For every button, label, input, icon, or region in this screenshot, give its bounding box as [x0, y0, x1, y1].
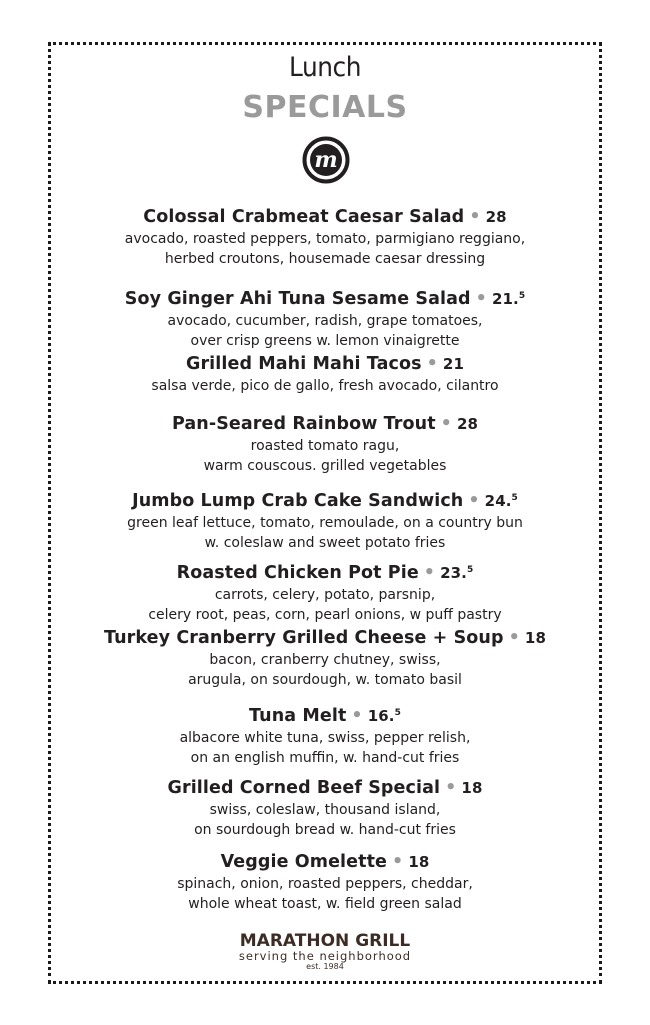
separator-dot: •	[392, 852, 404, 872]
brand-established: est. 1984	[306, 962, 344, 971]
menu-item-price: 18	[524, 629, 546, 647]
menu-item-price: 23.$^5$	[440, 564, 474, 582]
menu-item-description: on an english muffin, w. hand-cut fries	[190, 750, 460, 766]
separator-dot: •	[469, 207, 481, 227]
menu-item-name: Roasted Chicken Pot Pie	[176, 563, 419, 583]
menu-item-description: albacore white tuna, swiss, pepper relish,	[179, 730, 471, 746]
menu-subtitle: SPECIALS	[242, 90, 408, 125]
separator-dot: •	[351, 706, 363, 726]
menu-item-price: 21.$^5$	[491, 290, 526, 308]
menu-item-name-line	[0, 412, 650, 436]
menu-item-name-line	[0, 776, 650, 800]
menu-item-price: 21	[442, 355, 464, 373]
separator-dot: •	[508, 628, 520, 648]
menu-item	[0, 850, 650, 914]
menu-item-description: roasted tomato ragu,	[250, 438, 400, 454]
menu-item-name: Jumbo Lump Crab Cake Sandwich	[132, 491, 464, 511]
menu-item-name-line	[0, 626, 650, 650]
menu-item-name: Turkey Cranberry Grilled Cheese + Soup	[104, 628, 504, 648]
menu-item-name: Tuna Melt	[249, 706, 347, 726]
menu-item-name: Pan-Seared Rainbow Trout	[171, 414, 436, 434]
menu-item-name-line	[0, 205, 650, 229]
menu-item-description: green leaf lettuce, tomato, remoulade, on a country bun	[127, 515, 523, 531]
menu-item-price: 18	[408, 853, 430, 871]
menu-item-name-line	[0, 850, 650, 874]
menu-item-price: 28	[485, 208, 507, 226]
menu-item	[0, 205, 650, 269]
menu-item	[0, 486, 650, 553]
menu-item-description: whole wheat toast, w. field green salad	[188, 896, 462, 912]
separator-dot: •	[426, 354, 438, 374]
menu-item-description: over crisp greens w. lemon vinaigrette	[190, 333, 460, 349]
menu-item-name-line	[0, 701, 650, 728]
brand-name: MARATHON GRILL	[239, 931, 411, 951]
menu-item-description: spinach, onion, roasted peppers, cheddar,	[177, 876, 473, 892]
menu-item-name: Soy Ginger Ahi Tuna Sesame Salad	[124, 289, 471, 309]
menu-item-name-line	[0, 284, 650, 311]
menu-item-name-line	[0, 352, 650, 376]
menu-item	[0, 352, 650, 396]
menu-item-description: carrots, celery, potato, parsnip,	[214, 587, 436, 603]
menu-item-description: avocado, cucumber, radish, grape tomatoes,	[167, 313, 483, 329]
menu-item-description: herbed croutons, housemade caesar dressing	[164, 251, 486, 267]
menu-item-description: swiss, coleslaw, thousand island,	[209, 802, 441, 818]
menu-item-description: arugula, on sourdough, w. tomato basil	[188, 672, 462, 688]
menu-item-price: 18	[461, 779, 483, 797]
menu-item	[0, 558, 650, 625]
menu-item	[0, 284, 650, 351]
menu-item-description: celery root, peas, corn, pearl onions, w puff pastry	[148, 607, 502, 623]
menu-title: Lunch	[289, 52, 361, 83]
menu-item-description: on sourdough bread w. hand-cut fries	[194, 822, 456, 838]
menu-item-description: warm couscous. grilled vegetables	[203, 458, 447, 474]
menu-item-price: 28	[456, 415, 479, 433]
menu-item	[0, 701, 650, 768]
marathon-logo-icon	[302, 136, 350, 184]
footer-logo	[0, 932, 650, 972]
menu-item-description: bacon, cranberry chutney, swiss,	[209, 652, 441, 668]
menu-item	[0, 776, 650, 840]
menu-item-name: Grilled Mahi Mahi Tacos	[185, 354, 422, 374]
menu-item-description: w. coleslaw and sweet potato fries	[204, 535, 446, 551]
menu-item	[0, 412, 650, 476]
menu-item-description: avocado, roasted peppers, tomato, parmigiano reggiano,	[124, 231, 526, 247]
separator-dot: •	[445, 778, 457, 798]
menu-item-price: 16.$^5$	[367, 707, 401, 725]
menu-item	[0, 626, 650, 690]
brand-tagline: serving the neighborhood	[238, 949, 412, 963]
separator-dot: •	[440, 414, 452, 434]
menu-item-name: Colossal Crabmeat Caesar Salad	[143, 207, 465, 227]
menu-item-description: salsa verde, pico de gallo, fresh avocado, cilantro	[151, 378, 499, 394]
separator-dot: •	[475, 289, 487, 309]
separator-dot: •	[423, 563, 436, 583]
menu-item-name-line	[0, 558, 650, 585]
menu-item-price: 24.$^5$	[484, 492, 518, 510]
menu-item-name: Veggie Omelette	[220, 852, 388, 872]
logo-letter: m	[314, 147, 338, 173]
menu-item-name: Grilled Corned Beef Special	[167, 778, 441, 798]
menu-item-name-line	[0, 486, 650, 513]
separator-dot: •	[468, 491, 480, 511]
